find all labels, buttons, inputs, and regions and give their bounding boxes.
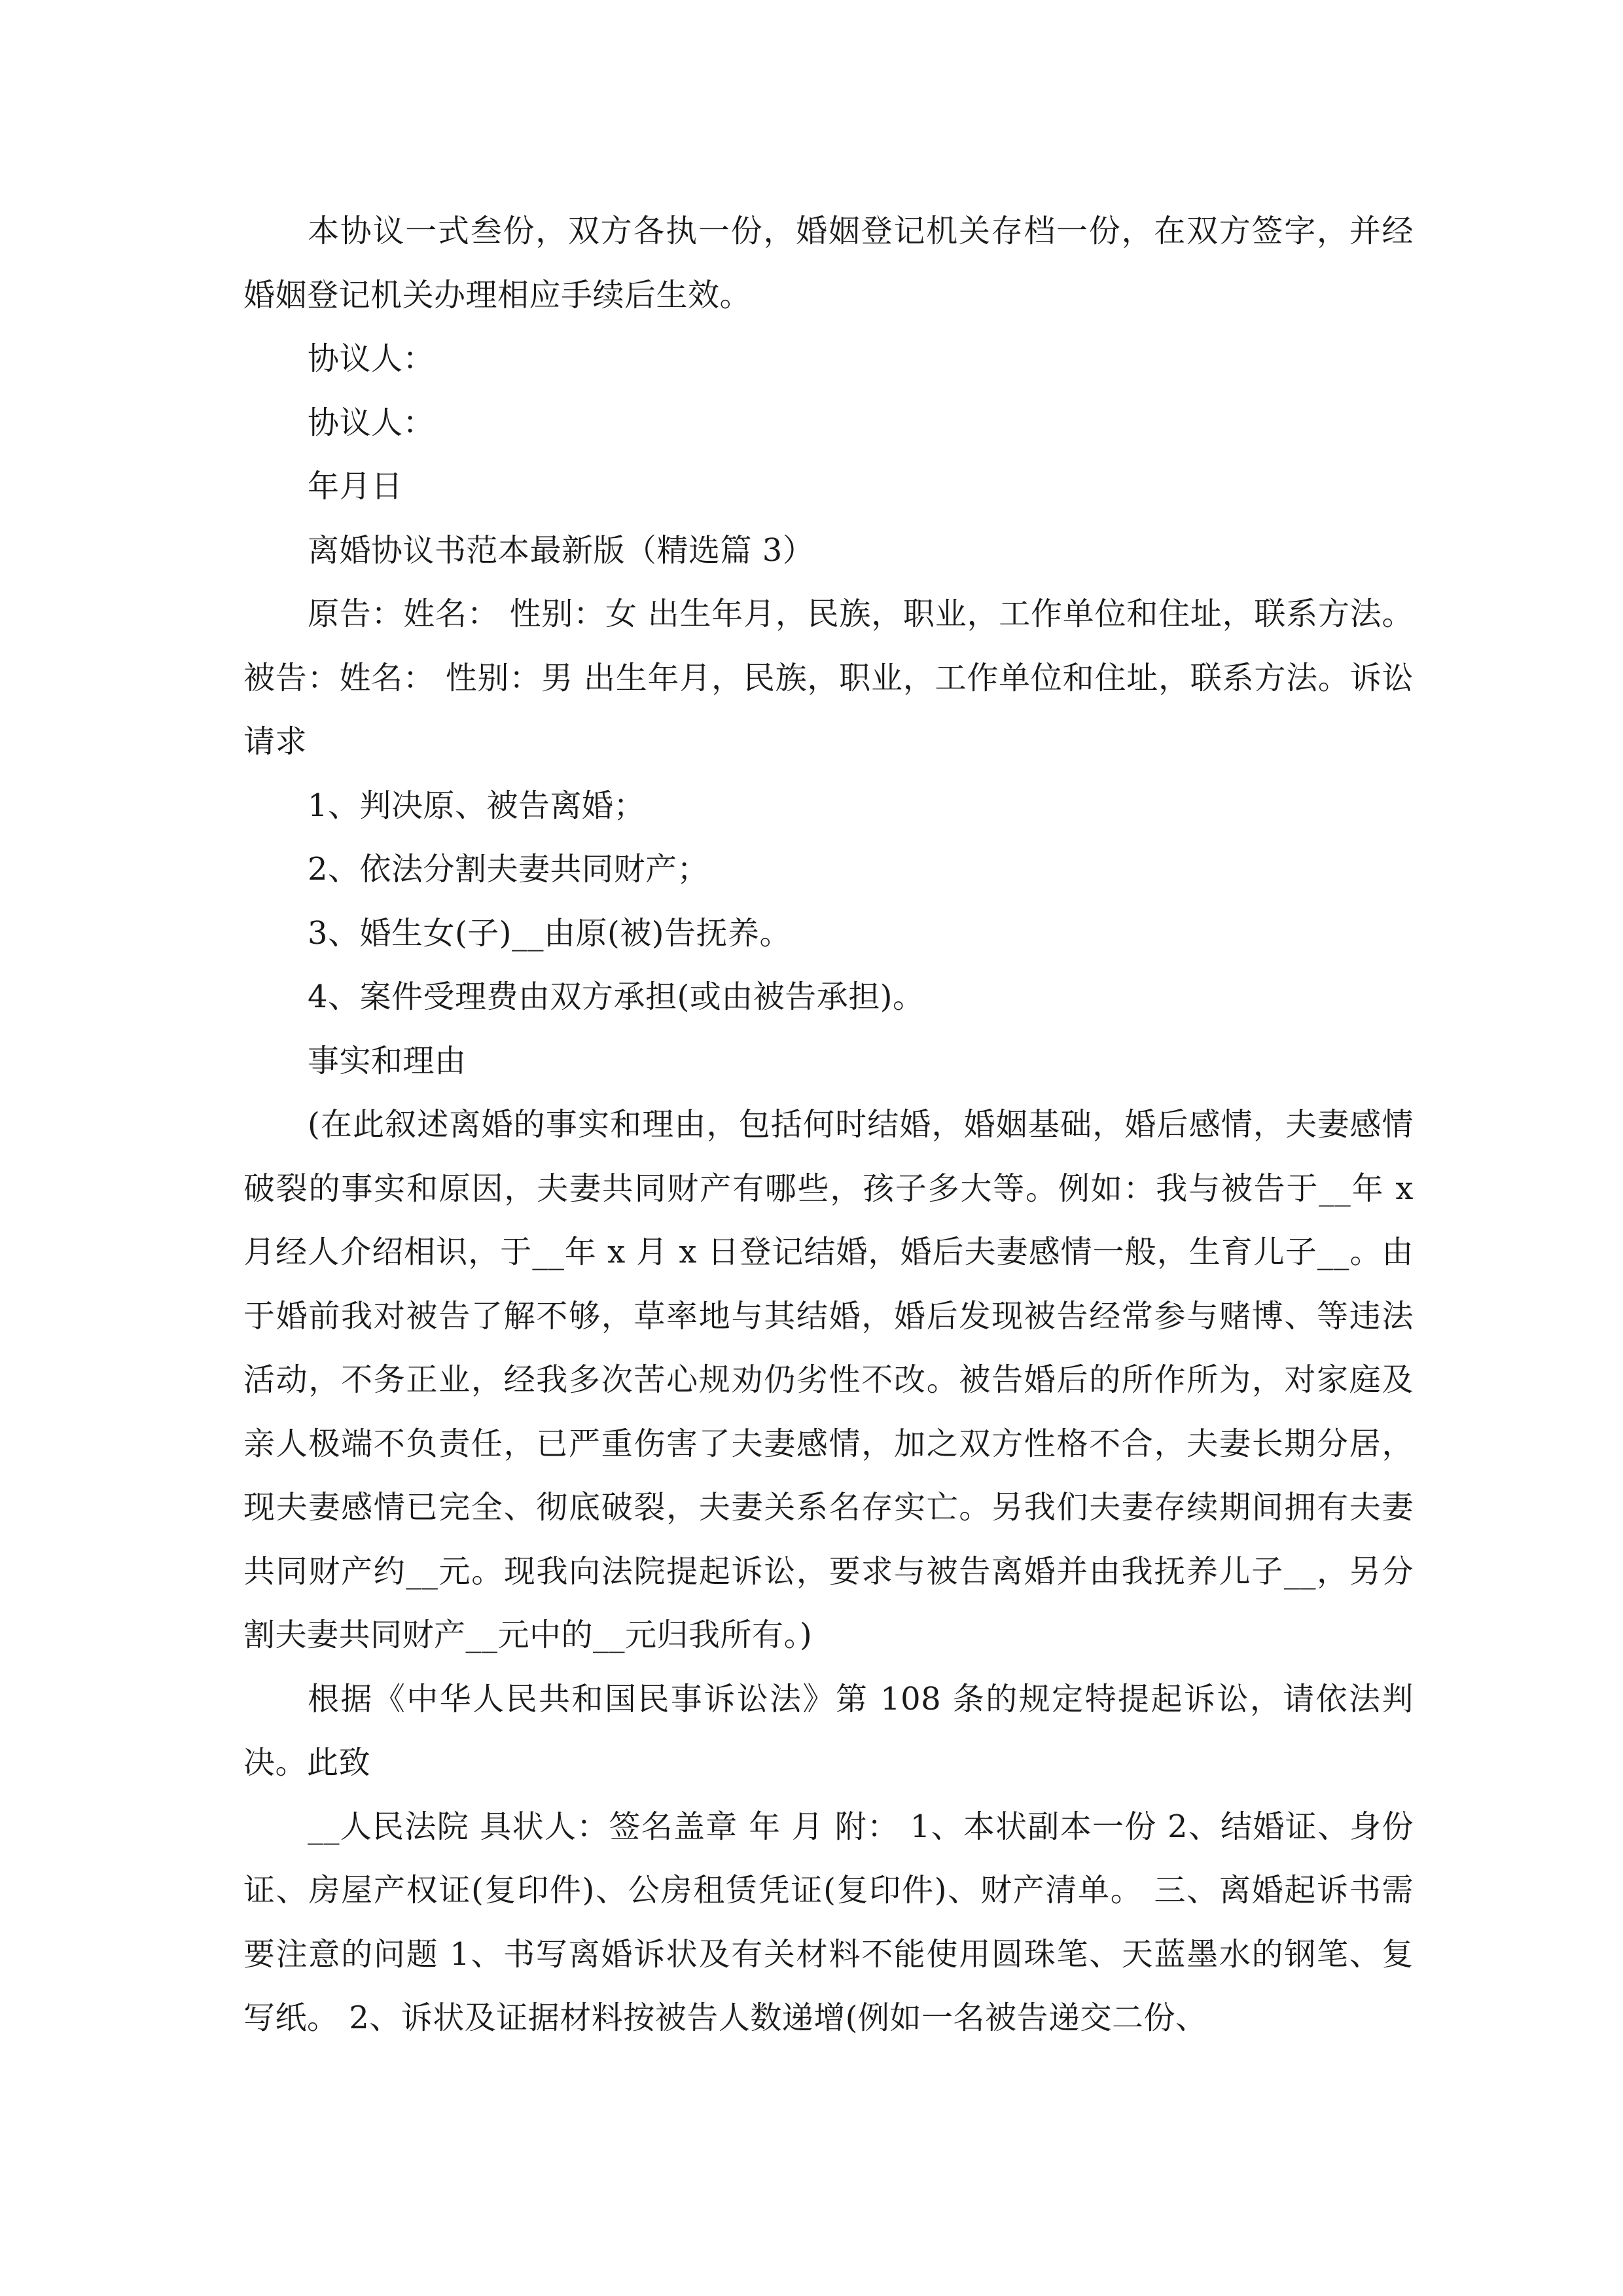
claim-item-1: 1、判决原、被告离婚； — [308, 787, 646, 824]
paragraph-court-attachments: __人民法院 具状人：签名盖章 年 月 附： 1、本状副本一份 2、结婚证、身份证、房屋产权证(复印件)、公房租赁凭证(复印件)、财产清单。 三、离婚起诉书需要注意的问题 1、书写离婚诉状及有关材料不能使用圆珠笔、天蓝墨水的钢笔、复写纸。 2、诉状及证据材料按被告人数递增(例如一名被告递交二份、 — [243, 1808, 1414, 2036]
section-title: 离婚协议书范本最新版（精选篇 3） — [308, 531, 815, 569]
paragraph-date: 年月日 — [308, 468, 403, 505]
paragraph-legal-basis: 根据《中华人民共和国民事诉讼法》第 108 条的规定特提起诉讼，请依法判决。此致 — [243, 1680, 1414, 1781]
claim-item-4: 4、案件受理费由双方承担(或由被告承担)。 — [308, 978, 925, 1015]
paragraph-party-1: 协议人： — [308, 340, 435, 377]
facts-heading: 事实和理由 — [308, 1042, 467, 1079]
claim-item-2: 2、依法分割夫妻共同财产； — [308, 851, 709, 888]
paragraph-party-2: 协议人： — [308, 404, 435, 441]
document-body — [243, 200, 1414, 2051]
claim-item-3: 3、婚生女(子)__由原(被)告抚养。 — [308, 914, 791, 952]
paragraph-facts: (在此叙述离婚的事实和理由，包括何时结婚，婚姻基础，婚后感情，夫妻感情破裂的事实和原因，夫妻共同财产有哪些，孩子多大等。例如：我与被告于__年 x 月经人介绍相识，于__年 x 月 x 日登记结婚，婚后夫妻感情一般，生育儿子__。由于婚前我对被告了解不够，草率地与其结婚，婚后发现被告经常参与赌博、等违法活动，不务正业，经我多次苦心规劝仍劣性不改。被告婚后的所作所为，对家庭及亲人极端不负责任，已严重伤害了夫妻感情，加之双方性格不合，夫妻长期分居，现夫妻感情已完全、彻底破裂，夫妻关系名存实亡。另我们夫妻存续期间拥有夫妻共同财产约__元。现我向法院提起诉讼，要求与被告离婚并由我抚养儿子__，另分割夫妻共同财产__元中的__元归我所有。) — [243, 1106, 1414, 1653]
paragraph-parties-info: 原告：姓名： 性别：女 出生年月，民族，职业，工作单位和住址，联系方法。被告：姓名： 性别：男 出生年月，民族，职业，工作单位和住址，联系方法。诉讼请求 — [243, 596, 1414, 760]
paragraph-agreement-copies: 本协议一式叁份，双方各执一份，婚姻登记机关存档一份，在双方签字，并经婚姻登记机关办理相应手续后生效。 — [243, 213, 1414, 314]
